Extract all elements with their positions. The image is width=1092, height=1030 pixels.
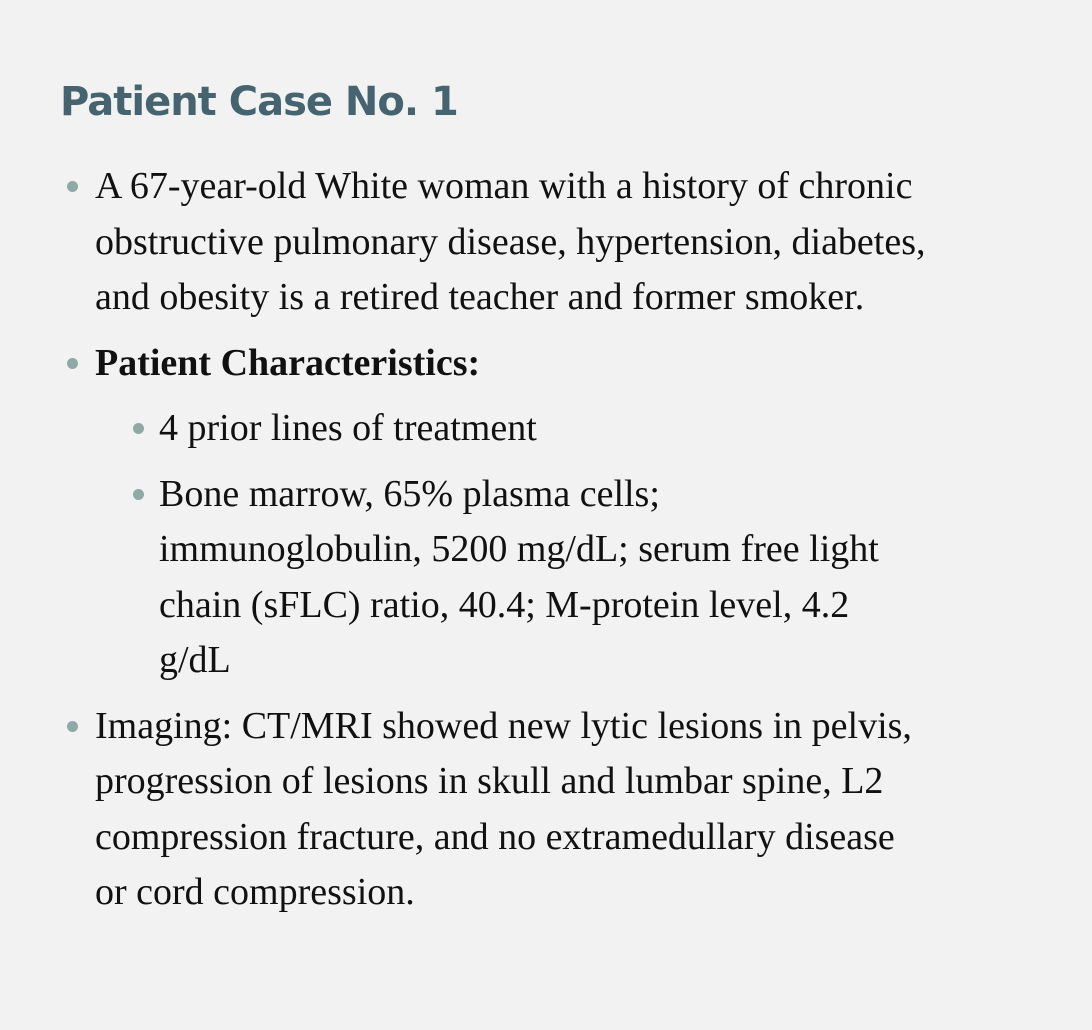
bullet-dot-icon: [67, 721, 78, 732]
sub-bullet-item-prior-lines: [95, 401, 1032, 457]
bullet-item-history: [60, 159, 1032, 326]
bullet-heading: Patient Characteristics:: [95, 341, 481, 384]
bullet-text: Imaging: CT/MRI showed new lytic lesions in pelvis, progression of lesions in skull and lumbar spine, L2 compression fracture, and no extramedullary disease or cord compression.: [95, 704, 912, 913]
bullet-list: [60, 159, 1032, 921]
sub-bullet-text: Bone marrow, 65% plasma cells; immunoglobulin, 5200 mg/dL; serum free light chain (sFLC) ratio, 40.4; M-protein level, 4.2 g/dL: [159, 472, 879, 681]
sub-bullet-text: 4 prior lines of treatment: [159, 407, 537, 449]
sub-bullet-list: [95, 401, 1032, 689]
sub-bullet-item-lab-values: [95, 467, 1032, 689]
bullet-dot-icon: [67, 181, 78, 192]
bullet-item-imaging: [60, 699, 1032, 921]
sub-bullet-dot-icon: [133, 489, 144, 500]
bullet-item-characteristics: [60, 336, 1032, 689]
bullet-text: A 67-year-old White woman with a history of chronic obstructive pulmonary disease, hypertension, diabetes, and obesity is a retired teacher and former smoker.: [95, 165, 926, 318]
bullet-dot-icon: [67, 358, 78, 369]
sub-bullet-dot-icon: [133, 423, 144, 434]
slide-title: Patient Case No. 1: [60, 79, 458, 125]
